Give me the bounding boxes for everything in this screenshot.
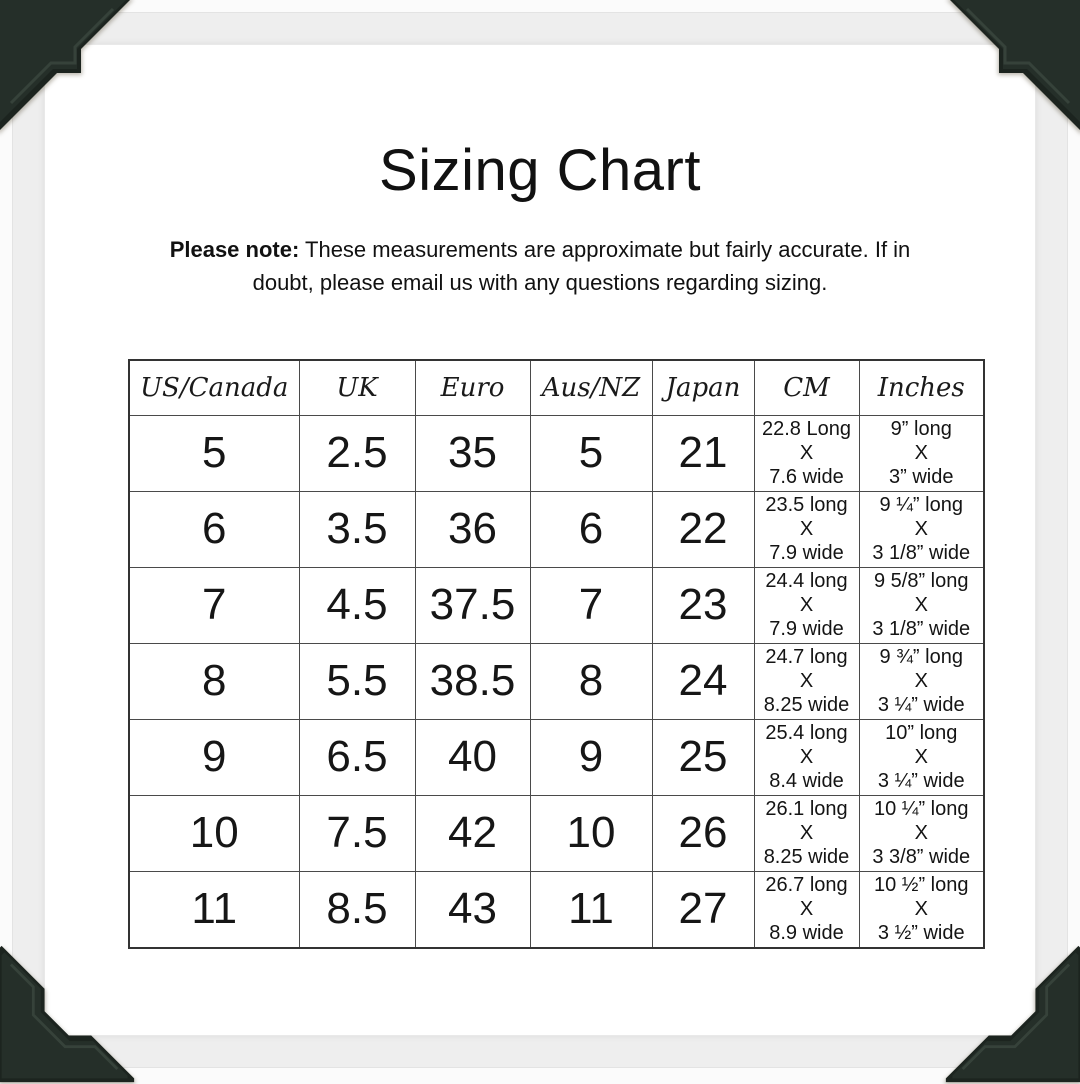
uk-size-cell: 6.5 xyxy=(299,719,415,795)
measurement-line: 7.9 wide xyxy=(769,541,844,564)
japan-size-cell: 27 xyxy=(652,871,754,948)
photo-corner-bottom-right-icon xyxy=(944,944,1080,1084)
japan-size-cell: 23 xyxy=(652,567,754,643)
cm-measurement-cell xyxy=(754,795,859,871)
measurement-line: 8.25 wide xyxy=(763,845,850,868)
measurement-line: X xyxy=(914,517,928,540)
aus-nz-size-cell: 10 xyxy=(530,795,652,871)
column-header-japan: Japan xyxy=(652,360,754,415)
japan-size-cell: 25 xyxy=(652,719,754,795)
uk-size-cell: 2.5 xyxy=(299,415,415,491)
cm-measurement-cell xyxy=(754,415,859,491)
column-header-uk: UK xyxy=(299,360,415,415)
table-row xyxy=(129,871,984,948)
note-text xyxy=(45,233,1035,299)
measurement-line: 26.7 long xyxy=(765,873,848,896)
measurement-line: 3 ¼” wide xyxy=(877,693,965,716)
measurement-line: 7.9 wide xyxy=(769,617,844,640)
column-header-aus-nz: Aus/NZ xyxy=(530,360,652,415)
cm-measurement-cell xyxy=(754,643,859,719)
inches-measurement-cell xyxy=(859,871,984,948)
euro-size-cell: 42 xyxy=(415,795,530,871)
table-header-row xyxy=(129,360,984,415)
cm-measurement-cell xyxy=(754,491,859,567)
note-label: Please note: xyxy=(169,237,300,262)
us-canada-size-cell: 6 xyxy=(129,491,299,567)
chart-page xyxy=(44,44,1036,1036)
us-canada-size-cell: 5 xyxy=(129,415,299,491)
measurement-line: 3 1/8” wide xyxy=(872,541,971,564)
note-line-1 xyxy=(45,233,1035,266)
measurement-line: 9” long xyxy=(890,417,952,440)
measurement-line: 3 ¼” wide xyxy=(877,769,965,792)
measurement-line: 7.6 wide xyxy=(769,465,844,488)
inches-measurement-cell xyxy=(859,491,984,567)
measurement-line: X xyxy=(914,897,928,920)
inches-measurement-cell xyxy=(859,415,984,491)
japan-size-cell: 21 xyxy=(652,415,754,491)
measurement-line: 10” long xyxy=(885,721,958,744)
measurement-line: 8.4 wide xyxy=(769,769,844,792)
euro-size-cell: 38.5 xyxy=(415,643,530,719)
measurement-line: X xyxy=(799,897,814,920)
measurement-line: X xyxy=(914,593,928,616)
cm-measurement-cell xyxy=(754,719,859,795)
euro-size-cell: 37.5 xyxy=(415,567,530,643)
photo-corner-top-left-icon xyxy=(0,0,137,137)
measurement-line: X xyxy=(799,593,814,616)
measurement-line: X xyxy=(914,821,928,844)
measurement-line: 8.25 wide xyxy=(763,693,850,716)
measurement-line: 9 ¼” long xyxy=(879,493,963,516)
page-title: Sizing Chart xyxy=(379,138,701,203)
note-line-2: doubt, please email us with any questions regarding sizing. xyxy=(252,270,828,295)
measurement-line: X xyxy=(914,669,928,692)
measurement-line: 8.9 wide xyxy=(769,921,844,944)
us-canada-size-cell: 7 xyxy=(129,567,299,643)
measurement-line: 22.8 Long xyxy=(762,417,851,440)
measurement-line: 24.4 long xyxy=(765,569,848,592)
column-header-cm: CM xyxy=(754,360,859,415)
measurement-line: 10 ¼” long xyxy=(873,797,969,820)
aus-nz-size-cell: 6 xyxy=(530,491,652,567)
measurement-line: X xyxy=(799,745,814,768)
measurement-line: X xyxy=(799,517,814,540)
table-row xyxy=(129,415,984,491)
us-canada-size-cell: 9 xyxy=(129,719,299,795)
measurement-line: X xyxy=(799,821,814,844)
column-header-inches: Inches xyxy=(859,360,984,415)
measurement-line: 3 ½” wide xyxy=(877,921,965,944)
column-header-us-canada: US/Canada xyxy=(129,360,299,415)
aus-nz-size-cell: 11 xyxy=(530,871,652,948)
euro-size-cell: 35 xyxy=(415,415,530,491)
measurement-line: 3 3/8” wide xyxy=(872,845,971,868)
us-canada-size-cell: 11 xyxy=(129,871,299,948)
measurement-line: X xyxy=(799,441,814,464)
photo-corner-bottom-left-icon xyxy=(0,944,136,1084)
aus-nz-size-cell: 8 xyxy=(530,643,652,719)
table-row xyxy=(129,567,984,643)
euro-size-cell: 40 xyxy=(415,719,530,795)
japan-size-cell: 24 xyxy=(652,643,754,719)
aus-nz-size-cell: 9 xyxy=(530,719,652,795)
table-row xyxy=(129,491,984,567)
note-line-1-text: These measurements are approximate but fairly accurate. If in xyxy=(305,237,911,262)
euro-size-cell: 36 xyxy=(415,491,530,567)
us-canada-size-cell: 10 xyxy=(129,795,299,871)
aus-nz-size-cell: 7 xyxy=(530,567,652,643)
table-row xyxy=(129,643,984,719)
measurement-line: 10 ½” long xyxy=(873,873,969,896)
cm-measurement-cell xyxy=(754,871,859,948)
inches-measurement-cell xyxy=(859,795,984,871)
uk-size-cell: 7.5 xyxy=(299,795,415,871)
measurement-line: X xyxy=(914,745,928,768)
inches-measurement-cell xyxy=(859,643,984,719)
cm-measurement-cell xyxy=(754,567,859,643)
table-row xyxy=(129,795,984,871)
measurement-line: 23.5 long xyxy=(765,493,848,516)
uk-size-cell: 5.5 xyxy=(299,643,415,719)
measurement-line: 9 ¾” long xyxy=(879,645,963,668)
column-header-euro: Euro xyxy=(415,360,530,415)
measurement-line: 26.1 long xyxy=(765,797,848,820)
inches-measurement-cell xyxy=(859,719,984,795)
uk-size-cell: 8.5 xyxy=(299,871,415,948)
measurement-line: 3” wide xyxy=(889,465,954,488)
euro-size-cell: 43 xyxy=(415,871,530,948)
photo-corner-top-right-icon xyxy=(943,0,1080,137)
measurement-line: 3 1/8” wide xyxy=(872,617,971,640)
measurement-line: X xyxy=(799,669,814,692)
inches-measurement-cell xyxy=(859,567,984,643)
measurement-line: X xyxy=(914,441,928,464)
japan-size-cell: 22 xyxy=(652,491,754,567)
measurement-line: 9 5/8” long xyxy=(873,569,969,592)
measurement-line: 24.7 long xyxy=(765,645,848,668)
table-body xyxy=(129,415,984,948)
uk-size-cell: 3.5 xyxy=(299,491,415,567)
sizing-table xyxy=(128,359,985,949)
japan-size-cell: 26 xyxy=(652,795,754,871)
aus-nz-size-cell: 5 xyxy=(530,415,652,491)
measurement-line: 25.4 long xyxy=(765,721,848,744)
table-row xyxy=(129,719,984,795)
uk-size-cell: 4.5 xyxy=(299,567,415,643)
us-canada-size-cell: 8 xyxy=(129,643,299,719)
